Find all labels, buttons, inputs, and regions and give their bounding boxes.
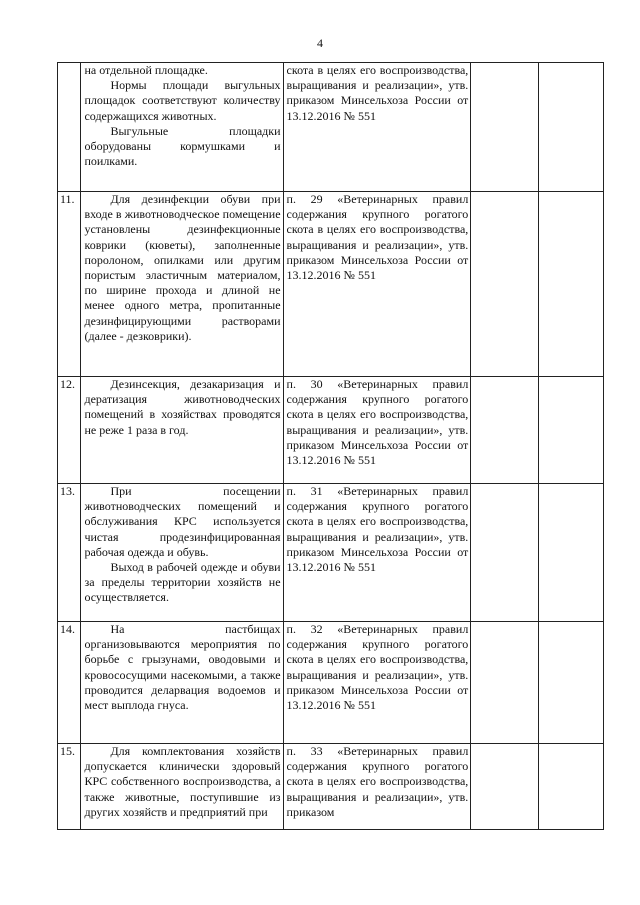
answer-cell-1 [471, 63, 538, 192]
answer-cell-2 [538, 744, 603, 830]
row-number: 14. [58, 622, 81, 744]
legal-source-text: п. 32 «Ветеринарных правил содержания крупного рогатого скота в целях его воспроизводства, выращивания и реализации», утв. приказом Минсельхоза России от 13.12.2016 № 551 [286, 622, 469, 713]
requirement-cell [81, 744, 283, 830]
requirement-paragraph: Дезинсекция, дезакаризация и дератизация животноводческих помещений в хозяйствах проводятся не реже 1 раза в год. [84, 377, 281, 437]
answer-cell-1 [471, 192, 538, 377]
legal-source-text: п. 31 «Ветеринарных правил содержания крупного рогатого скота в целях его воспроизводства, выращивания и реализации», утв. приказом Минсельхоза России от 13.12.2016 № 551 [286, 484, 469, 575]
row-number: 11. [58, 192, 81, 377]
requirement-paragraph: Выгульные площадки оборудованы кормушками и поилками. [84, 123, 281, 169]
answer-cell-1 [471, 622, 538, 744]
requirements-table [57, 62, 604, 830]
requirement-cell [81, 622, 283, 744]
answer-cell-2 [538, 622, 603, 744]
requirement-cell [81, 192, 283, 377]
requirement-paragraph: При посещении животноводческих помещений и обслуживания КРС используется чистая продезинфицированная рабочая одежда и обувь. [84, 484, 281, 559]
table-row [58, 63, 604, 192]
requirement-paragraph: на отдельной площадке. [84, 63, 208, 77]
requirement-paragraph: Для дезинфекции обуви при входе в животноводческое помещение установлены дезинфекционные коврики (кюветы), заполненные поролоном, опилками или другим пористым эластичным материалом, по ширине прохода и длиной не менее одного метра, пропитанные дезинфицирующими растворами (далее - дезковрики). [84, 192, 281, 343]
row-number: 13. [58, 484, 81, 622]
requirement-cell [81, 377, 283, 484]
table-row [58, 192, 604, 377]
legal-source-text: п. 33 «Ветеринарных правил содержания крупного рогатого скота в целях его воспроизводства, выращивания и реализации», утв. приказом [286, 744, 469, 819]
requirement-paragraph: Для комплектования хозяйств допускается клинически здоровый КРС собственного воспроизводства, а также животные, поступившие из других хозяйств и предприятий при [84, 744, 281, 819]
row-number: 15. [58, 744, 81, 830]
legal-source-cell [283, 63, 471, 192]
requirement-paragraph: Выход в рабочей одежде и обуви за пределы территории хозяйств не осуществляется. [84, 560, 281, 605]
requirement-paragraph: Нормы площади выгульных площадок соответствуют количеству содержащихся животных. [84, 78, 281, 123]
answer-cell-2 [538, 377, 603, 484]
legal-source-text: скота в целях его воспроизводства, выращивания и реализации», утв. приказом Минсельхоза России от 13.12.2016 № 551 [286, 63, 469, 123]
table-body [58, 63, 604, 830]
requirement-paragraph: На пастбищах организовываются мероприятия по борьбе с грызунами, оводовыми и кровососущими насекомыми, а также проводится деларвация водоемов и мест выплода гнуса. [84, 622, 281, 713]
legal-source-text: п. 30 «Ветеринарных правил содержания крупного рогатого скота в целях его воспроизводства, выращивания и реализации», утв. приказом Минсельхоза России от 13.12.2016 № 551 [286, 377, 469, 468]
row-number: 12. [58, 377, 81, 484]
answer-cell-1 [471, 484, 538, 622]
table-row [58, 744, 604, 830]
row-number [58, 63, 81, 192]
answer-cell-2 [538, 484, 603, 622]
answer-cell-2 [538, 192, 603, 377]
answer-cell-1 [471, 744, 538, 830]
table-row [58, 377, 604, 484]
table-row [58, 484, 604, 622]
legal-source-cell [283, 744, 471, 830]
requirement-cell [81, 484, 283, 622]
legal-source-cell [283, 484, 471, 622]
answer-cell-2 [538, 63, 603, 192]
legal-source-cell [283, 192, 471, 377]
legal-source-text: п. 29 «Ветеринарных правил содержания крупного рогатого скота в целях его воспроизводства, выращивания и реализации», утв. приказом Минсельхоза России от 13.12.2016 № 551 [286, 192, 469, 283]
answer-cell-1 [471, 377, 538, 484]
requirement-cell [81, 63, 283, 192]
table-row [58, 622, 604, 744]
legal-source-cell [283, 377, 471, 484]
page-number: 4 [317, 36, 323, 50]
legal-source-cell [283, 622, 471, 744]
